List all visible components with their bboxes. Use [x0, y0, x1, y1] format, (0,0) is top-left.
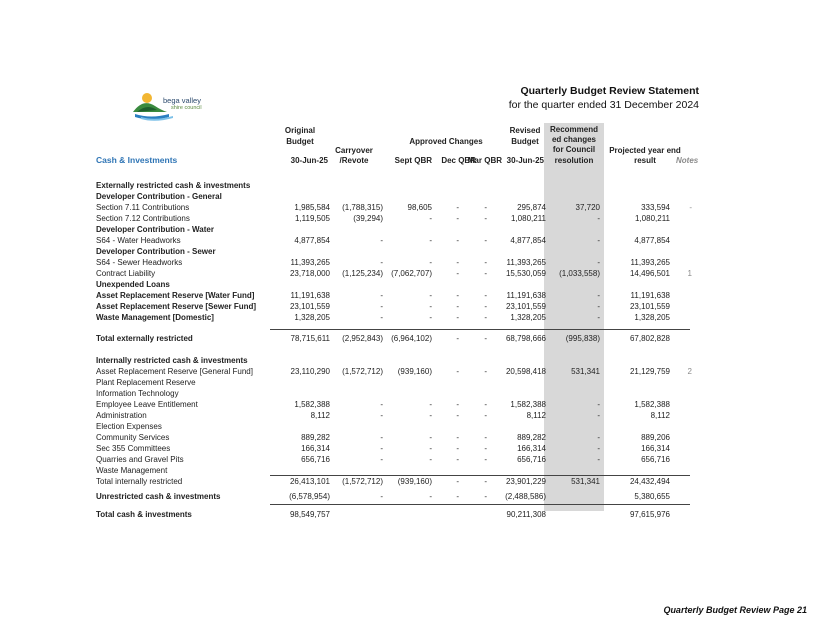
row-label: Community Services	[96, 433, 170, 442]
cell-rev: 4,877,854	[510, 236, 546, 245]
cell-dec: -	[456, 313, 459, 322]
cell-mar: -	[484, 302, 487, 311]
cell-orig: (6,578,954)	[289, 492, 330, 501]
cell-rev: 889,282	[517, 433, 546, 442]
cell-rec: -	[597, 411, 600, 420]
cell-mar: -	[484, 455, 487, 464]
page-footer: Quarterly Budget Review Page 21	[663, 605, 807, 615]
row-label: Waste Management [Domestic]	[96, 313, 214, 322]
cell-orig: 656,716	[301, 455, 330, 464]
cell-mar: -	[484, 334, 487, 343]
cell-dec: -	[456, 455, 459, 464]
cell-proj: 24,432,494	[629, 477, 670, 486]
cell-dec: -	[456, 444, 459, 453]
cell-sept: (6,964,102)	[391, 334, 432, 343]
cell-orig: 23,110,290	[290, 367, 330, 376]
cell-sept: -	[429, 492, 432, 501]
cell-mar: -	[484, 269, 487, 278]
cell-note: 2	[687, 367, 692, 376]
cell-rev: 11,393,265	[506, 258, 546, 267]
cell-proj: 21,129,759	[629, 367, 670, 376]
cell-carry: (1,125,234)	[342, 269, 383, 278]
row-label: Information Technology	[96, 389, 179, 398]
cell-sept: (939,160)	[397, 367, 432, 376]
cell-rev: 166,314	[517, 444, 546, 453]
col-carryover-l2: /Revote	[339, 156, 369, 165]
row-label: Unrestricted cash & investments	[96, 492, 221, 501]
cell-mar: -	[484, 411, 487, 420]
col-notes: Notes	[676, 156, 699, 165]
cell-sept: -	[429, 291, 432, 300]
cell-dec: -	[456, 334, 459, 343]
cell-rec: -	[597, 455, 600, 464]
cell-orig: 4,877,854	[294, 236, 330, 245]
cell-sept: -	[429, 400, 432, 409]
row-label: S64 - Sewer Headworks	[96, 258, 183, 267]
cell-rev: 68,798,666	[505, 334, 546, 343]
cell-orig: 11,191,638	[290, 291, 330, 300]
cell-mar: -	[484, 433, 487, 442]
cell-proj: 889,206	[641, 433, 670, 442]
cell-proj: 1,582,388	[634, 400, 670, 409]
col-projected-l2: result	[634, 156, 656, 165]
cell-orig: 1,582,388	[294, 400, 330, 409]
cell-proj: 5,380,655	[634, 492, 670, 501]
cell-mar: -	[484, 258, 487, 267]
cell-proj: 14,496,501	[629, 269, 670, 278]
cell-rec: -	[597, 400, 600, 409]
cell-rec: -	[597, 214, 600, 223]
cell-orig: 1,119,505	[295, 214, 330, 223]
row-label: Sec 355 Committees	[96, 444, 171, 453]
cell-sept: -	[429, 455, 432, 464]
row-label: Total internally restricted	[96, 477, 183, 486]
cell-orig: 889,282	[301, 433, 330, 442]
row-label: Developer Contribution - General	[96, 192, 222, 201]
cell-proj: 8,112	[650, 411, 670, 420]
cell-orig: 166,314	[301, 444, 330, 453]
cell-mar: -	[484, 203, 487, 212]
cell-dec: -	[456, 302, 459, 311]
col-recommended-l4: resolution	[554, 156, 594, 165]
cell-rec: -	[597, 444, 600, 453]
rule-above-total-internal	[270, 475, 690, 476]
col-revised-l1: Revised	[509, 126, 541, 135]
cell-dec: -	[456, 214, 459, 223]
cell-rev: (2,488,586)	[505, 492, 546, 501]
col-original-l2: Budget	[286, 137, 314, 146]
cell-orig: 98,549,757	[289, 510, 330, 519]
rule-above-grand-total	[270, 504, 690, 505]
cell-rec: (1,033,558)	[559, 269, 600, 278]
row-label: Unexpended Loans	[96, 280, 170, 289]
row-label: Externally restricted cash & investments	[96, 181, 251, 190]
col-recommended-l2: ed changes	[551, 135, 596, 144]
logo-text-1: bega valley	[163, 96, 201, 105]
cell-mar: -	[484, 313, 487, 322]
cell-sept: -	[429, 236, 432, 245]
cell-sept: (7,062,707)	[391, 269, 432, 278]
cell-mar: -	[484, 291, 487, 300]
cell-carry: -	[380, 400, 383, 409]
cell-orig: 23,718,000	[289, 269, 330, 278]
col-projected-l1: Projected year end	[609, 146, 681, 155]
cell-rec: 531,341	[571, 367, 600, 376]
cell-carry: (39,294)	[353, 214, 383, 223]
row-label: Asset Replacement Reserve [Water Fund]	[96, 291, 255, 300]
cell-proj: 97,615,976	[629, 510, 670, 519]
cell-sept: -	[429, 444, 432, 453]
cell-mar: -	[484, 236, 487, 245]
row-label: Total cash & investments	[96, 510, 192, 519]
council-logo	[133, 88, 223, 122]
cell-carry: -	[380, 411, 383, 420]
col-revised-date: 30-Jun-25	[506, 156, 544, 165]
cell-dec: -	[456, 492, 459, 501]
col-carryover-l1: Carryover	[335, 146, 373, 155]
cell-rec: -	[597, 302, 600, 311]
col-original-l1: Original	[284, 126, 316, 135]
cell-sept: -	[429, 313, 432, 322]
cell-carry: (1,788,315)	[342, 203, 383, 212]
cell-dec: -	[456, 291, 459, 300]
row-label: Developer Contribution - Water	[96, 225, 214, 234]
cell-mar: -	[484, 400, 487, 409]
cell-rev: 295,874	[517, 203, 546, 212]
cell-carry: -	[380, 236, 383, 245]
row-label: Election Expenses	[96, 422, 162, 431]
cell-mar: -	[484, 214, 487, 223]
cell-carry: -	[380, 444, 383, 453]
cell-rec: -	[597, 291, 600, 300]
row-label: Internally restricted cash & investments	[96, 356, 248, 365]
cell-mar: -	[484, 444, 487, 453]
cell-proj: 656,716	[641, 455, 670, 464]
cell-sept: -	[429, 411, 432, 420]
section-heading: Cash & Investments	[96, 155, 178, 165]
cell-dec: -	[456, 258, 459, 267]
cell-rec: -	[597, 313, 600, 322]
cell-rev: 8,112	[526, 411, 546, 420]
col-recommended-l1: Recommend	[549, 125, 598, 134]
report-title: Quarterly Budget Review Statement	[520, 85, 699, 97]
cell-carry: -	[380, 492, 383, 501]
cell-rec: -	[597, 433, 600, 442]
row-label: Asset Replacement Reserve [General Fund]	[96, 367, 253, 376]
cell-rev: 90,211,308	[506, 510, 546, 519]
cell-rev: 1,080,211	[511, 214, 546, 223]
approved-changes-heading: Approved Changes	[409, 137, 483, 146]
row-label: Asset Replacement Reserve [Sewer Fund]	[96, 302, 257, 311]
cell-rev: 1,582,388	[510, 400, 546, 409]
cell-note: -	[689, 203, 692, 212]
row-label: Waste Management	[96, 466, 168, 475]
cell-carry: -	[380, 258, 383, 267]
cell-mar: -	[484, 492, 487, 501]
cell-orig: 26,413,101	[289, 477, 330, 486]
cell-dec: -	[456, 433, 459, 442]
cell-proj: 333,594	[641, 203, 670, 212]
cell-dec: -	[456, 477, 459, 486]
cell-carry: -	[380, 291, 383, 300]
cell-dec: -	[456, 269, 459, 278]
cell-orig: 78,715,611	[290, 334, 330, 343]
cell-carry: (1,572,712)	[342, 477, 383, 486]
row-label: Plant Replacement Reserve	[96, 378, 196, 387]
row-label: Section 7.12 Contributions	[96, 214, 190, 223]
cell-dec: -	[456, 400, 459, 409]
cell-orig: 23,101,559	[289, 302, 330, 311]
cell-carry: -	[380, 302, 383, 311]
row-label: Administration	[96, 411, 147, 420]
col-original-date: 30-Jun-25	[290, 156, 328, 165]
cell-proj: 11,191,638	[630, 291, 670, 300]
cell-note: 1	[687, 269, 692, 278]
row-label: Contract Liability	[96, 269, 156, 278]
cell-sept: -	[429, 258, 432, 267]
cell-carry: -	[380, 313, 383, 322]
cell-sept: 98,605	[407, 203, 432, 212]
row-label: Total externally restricted	[96, 334, 193, 343]
col-mar-qbr: Mar QBR	[467, 156, 502, 165]
cell-rev: 11,191,638	[506, 291, 546, 300]
cell-carry: -	[380, 455, 383, 464]
row-label: Employee Leave Entitlement	[96, 400, 198, 409]
cell-sept: (939,160)	[397, 477, 432, 486]
cell-proj: 67,802,828	[629, 334, 670, 343]
col-sept-qbr: Sept QBR	[394, 156, 432, 165]
cell-orig: 8,112	[310, 411, 330, 420]
cell-sept: -	[429, 302, 432, 311]
cell-rec: 531,341	[571, 477, 600, 486]
cell-orig: 11,393,265	[290, 258, 330, 267]
cell-rev: 23,101,559	[505, 302, 546, 311]
row-label: Developer Contribution - Sewer	[96, 247, 216, 256]
cell-proj: 11,393,265	[630, 258, 670, 267]
cell-proj: 23,101,559	[629, 302, 670, 311]
col-dec-qbr: Dec QBR	[441, 156, 476, 165]
cell-dec: -	[456, 411, 459, 420]
cell-dec: -	[456, 236, 459, 245]
cell-mar: -	[484, 477, 487, 486]
col-recommended-l3: for Council	[552, 145, 596, 154]
cell-proj: 4,877,854	[634, 236, 670, 245]
cell-rev: 15,530,059	[505, 269, 546, 278]
cell-orig: 1,328,205	[294, 313, 330, 322]
cell-dec: -	[456, 367, 459, 376]
row-label: Section 7.11 Contributions	[96, 203, 190, 212]
cell-proj: 1,328,205	[634, 313, 670, 322]
cell-rec: -	[597, 236, 600, 245]
cell-rev: 20,598,418	[505, 367, 546, 376]
cell-rec: -	[597, 258, 600, 267]
row-label: Quarries and Gravel Pits	[96, 455, 184, 464]
cell-proj: 1,080,211	[635, 214, 670, 223]
cell-rev: 656,716	[517, 455, 546, 464]
cell-orig: 1,985,584	[294, 203, 330, 212]
cell-sept: -	[429, 214, 432, 223]
cell-carry: (1,572,712)	[342, 367, 383, 376]
logo-sun	[142, 93, 152, 103]
row-label: S64 - Water Headworks	[96, 236, 181, 245]
rule-above-total-external	[270, 329, 690, 330]
cell-rev: 1,328,205	[510, 313, 546, 322]
cell-mar: -	[484, 367, 487, 376]
col-revised-l2: Budget	[511, 137, 539, 146]
logo-text-2: shire council	[171, 105, 202, 111]
cell-dec: -	[456, 203, 459, 212]
cell-carry: (2,952,843)	[342, 334, 383, 343]
report-subtitle: for the quarter ended 31 December 2024	[508, 99, 699, 111]
cell-rec: 37,720	[575, 203, 600, 212]
cell-proj: 166,314	[641, 444, 670, 453]
cell-rec: (995,838)	[565, 334, 600, 343]
cell-rev: 23,901,229	[505, 477, 546, 486]
cell-sept: -	[429, 433, 432, 442]
cell-carry: -	[380, 433, 383, 442]
